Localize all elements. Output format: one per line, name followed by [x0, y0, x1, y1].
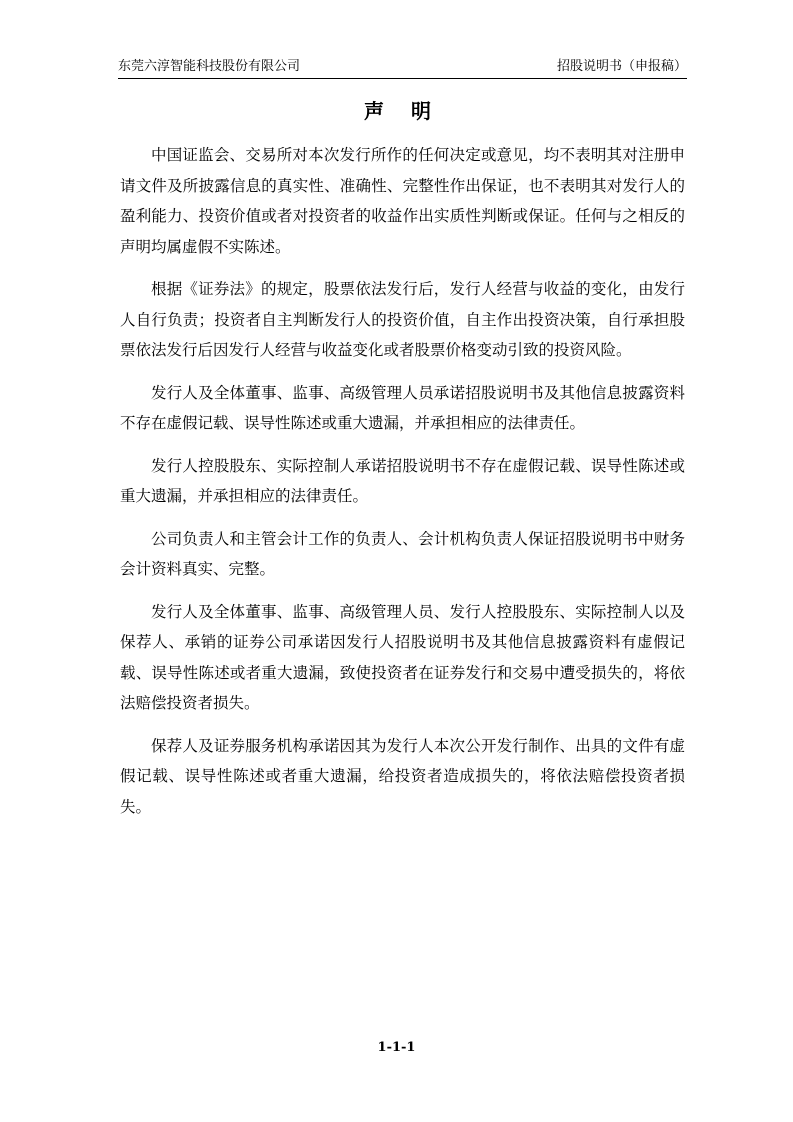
paragraph-compensation-commitment: 发行人及全体董事、监事、高级管理人员、发行人控股股东、实际控制人以及保荐人、承销的证券公司承诺因发行人招股说明书及其他信息披露资料有虚假记载、误导性陈述或者重大遗漏，致使投资者在证券发行和交易中遭受损失的，将依法赔偿投资者损失。: [120, 602, 685, 712]
paragraph-securities-law: 根据《证券法》的规定，股票依法发行后，发行人经营与收益的变化，由发行人自行负责；投资者自主判断发行人的投资价值，自主作出投资决策，自行承担股票依法发行后因发行人经营与收益变化或者股票价格变动引致的投资风险。: [120, 280, 685, 359]
page-title: 声 明: [364, 99, 441, 123]
header-divider: [118, 78, 687, 79]
header-document-type: 招股说明书（申报稿）: [556, 59, 687, 74]
paragraph-controller-commitment: 发行人控股股东、实际控制人承诺招股说明书不存在虚假记载、误导性陈述或重大遗漏，并承担相应的法律责任。: [120, 456, 685, 505]
paragraph-sponsor-commitment: 保荐人及证券服务机构承诺因其为发行人本次公开发行制作、出具的文件有虚假记载、误导性陈述或者重大遗漏，给投资者造成损失的，将依法赔偿投资者损失。: [120, 736, 685, 816]
paragraph-board-commitment: 发行人及全体董事、监事、高级管理人员承诺招股说明书及其他信息披露资料不存在虚假记载、误导性陈述或重大遗漏，并承担相应的法律责任。: [120, 383, 685, 432]
header-company-name: 东莞六淳智能科技股份有限公司: [118, 59, 301, 74]
paragraph-csrc-disclaimer: 中国证监会、交易所对本次发行所作的任何决定或意见，均不表明其对注册申请文件及所披露信息的真实性、准确性、完整性作出保证，也不表明其对发行人的盈利能力、投资价值或者对投资者的收益作出实质性判断或保证。任何与之相反的声明均属虚假不实陈述。: [120, 146, 685, 256]
page-number: 1-1-1: [377, 1040, 416, 1055]
declaration-body: [120, 140, 685, 834]
page-header: [118, 57, 687, 77]
paragraph-accounting-guarantee: 公司负责人和主管会计工作的负责人、会计机构负责人保证招股说明书中财务会计资料真实、完整。: [120, 529, 685, 578]
